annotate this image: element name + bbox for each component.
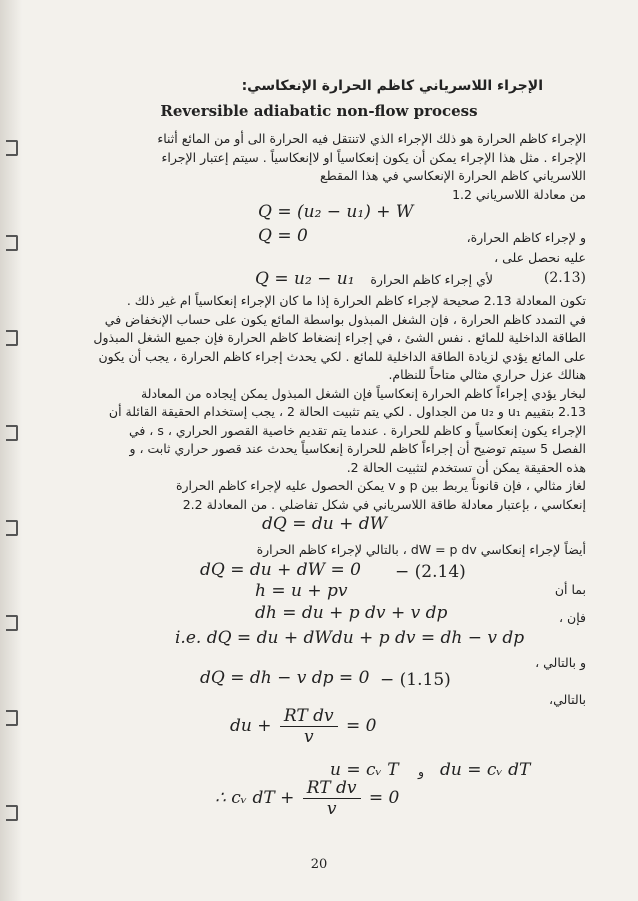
equation-dh: dh = du + p dv + v dp	[255, 603, 448, 623]
text-line: هنالك عزل حراري مثالي متاحاً للنظام.	[388, 367, 586, 382]
equation-cv-fraction	[215, 778, 399, 819]
binding-ring	[6, 615, 18, 631]
equation-number: − (1.15)	[380, 670, 451, 690]
text-line: الفصل 5 سيتم توضيح أن إجراءاً كاظم للحرارة إنعكاسياً يحدث عند قصور حراري ثابت ، و	[129, 441, 586, 456]
text-line: هذه الحقيقة يمكن أن تستخدم لتثبيت الحالة 2.	[346, 459, 586, 475]
text-line: بما أن	[554, 582, 586, 597]
text-line: اللاسرياني كاظم الحرارة الإنعكاسي في هذا المقطع	[320, 168, 586, 183]
equation-2-14: dQ = du + dW = 0	[200, 560, 361, 580]
body-paragraph	[48, 292, 586, 514]
text-line: الطاقة الداخلية للمائع . نفس الشئ ، في إجراء إنضغاط كاظم الحرارة فإن جميع الشغل المبذول	[93, 330, 586, 345]
text-line: فإن ،	[559, 610, 586, 625]
text-line: على المائع يؤدي لزيادة الطاقة الداخلية للمائع . لكي يحدث إجراء كاظم الحرارة ، يجب أن يكون	[98, 348, 586, 364]
equation-q-zero: Q = 0	[258, 226, 308, 246]
equation-ie: i.e. dQ = du + dWdu + p dv = dh − v dp	[175, 628, 525, 648]
equation-number: − (2.14)	[395, 562, 466, 582]
equation-dq: dQ = du + dW	[262, 514, 388, 534]
fraction	[280, 706, 338, 747]
section-title-arabic: الإجراء اللاسرياني كاظم الحرارة الإنعكاسي:	[241, 78, 543, 94]
equation-part: du +	[230, 716, 272, 736]
text-line: الإجراء يكون إنعكاسياً و كاظم للحرارة . عندما يتم تقديم خاصية القصور الحراري ، s ، في	[128, 422, 586, 438]
page-number: 20	[310, 857, 328, 872]
text-line: إنعكاسي ، بإعتبار معادلة طاقة اللاسرياني في شكل تفاضلي . من المعادلة 2.2	[182, 496, 586, 512]
text-line: عليه نحصل على ،	[494, 250, 586, 265]
intro-paragraph	[48, 130, 586, 204]
text-line: الإجراء كاظم الحرارة هو ذلك الإجراء الذي لاتنتقل فيه الحرارة الى أو من المائع أثناء	[157, 131, 586, 146]
text-line: في التمدد كاظم الحرارة ، فإن الشغل المبذول بواسطة المائع يكون على حساب الإنخفاض في	[104, 311, 586, 327]
section-title-english: Reversible adiabatic non-flow process	[160, 102, 478, 120]
text-line: لبخار يؤدي إجراءاً كاظم الحرارة إنعكاسياً فإن الشغل المبذول يمكن إيجاده من المعادلة	[140, 385, 586, 401]
equation-part: = 0	[346, 716, 377, 736]
binding-ring	[6, 520, 18, 536]
conjunction: و	[418, 764, 425, 779]
equation-label: لأي إجراء كاظم الحرارة	[370, 272, 493, 287]
binding-ring	[6, 235, 18, 251]
text-line: 2.13 بتقييم u₁ و u₂ من الجداول . لكي يتم تثبيت الحالة 2 ، يجب إستخدام الحقيقة القائلة أن	[108, 404, 586, 419]
equation-number: (2.13)	[543, 270, 586, 286]
equation-label: أيضاً لإجراء إنعكاسي dW = p dv ، بالتالي لإجراء كاظم الحرارة	[256, 542, 586, 557]
equation-energy: Q = (u₂ − u₁) + W	[258, 202, 414, 222]
equation-du-fraction	[230, 706, 377, 747]
equation-part: = 0	[368, 788, 400, 808]
binding-ring	[6, 140, 18, 156]
binding-ring	[6, 330, 18, 346]
binding-ring	[6, 710, 18, 726]
text-line: و بالتالي ،	[535, 655, 586, 670]
fraction-numerator: RT dv	[303, 778, 361, 799]
text-line: بالتالي،	[549, 692, 586, 707]
text-line: الإجراء . مثل هذا الإجراء يمكن أن يكون إنعكاسياً او لاإنعكاسياً . سيتم إعتبار الإجراء	[161, 149, 586, 165]
binding-edge	[0, 0, 22, 901]
text-line: لغاز مثالي ، فإن قانوناً يربط بين p و v يمكن الحصول عليه لإجراء كاظم الحرارة	[175, 478, 586, 493]
equation-label: و لإجراء كاظم الحرارة،	[466, 230, 586, 245]
fraction-denominator: v	[326, 799, 337, 819]
fraction-numerator: RT dv	[280, 706, 338, 727]
equation-part: ∴ cᵥ dT +	[215, 788, 295, 808]
text-line: تكون المعادلة 2.13 صحيحة لإجراء كاظم الحرارة إذا ما كان الإجراء إنعكاسياً ام غير ذلك .	[126, 293, 586, 308]
binding-ring	[6, 425, 18, 441]
text-line: من معادلة اللاسرياني 1.2	[452, 186, 586, 202]
equation-1-15: dQ = dh − v dp = 0	[200, 668, 370, 688]
binding-ring	[6, 805, 18, 821]
equation-2-13: Q = u₂ − u₁	[255, 269, 355, 289]
fraction-denominator: v	[303, 727, 314, 747]
equation-du-cvdt: du = cᵥ dT	[440, 760, 531, 780]
equation-enthalpy: h = u + pv	[255, 581, 348, 601]
equation-u-cvt: u = cᵥ T	[330, 760, 399, 780]
fraction	[303, 778, 361, 819]
